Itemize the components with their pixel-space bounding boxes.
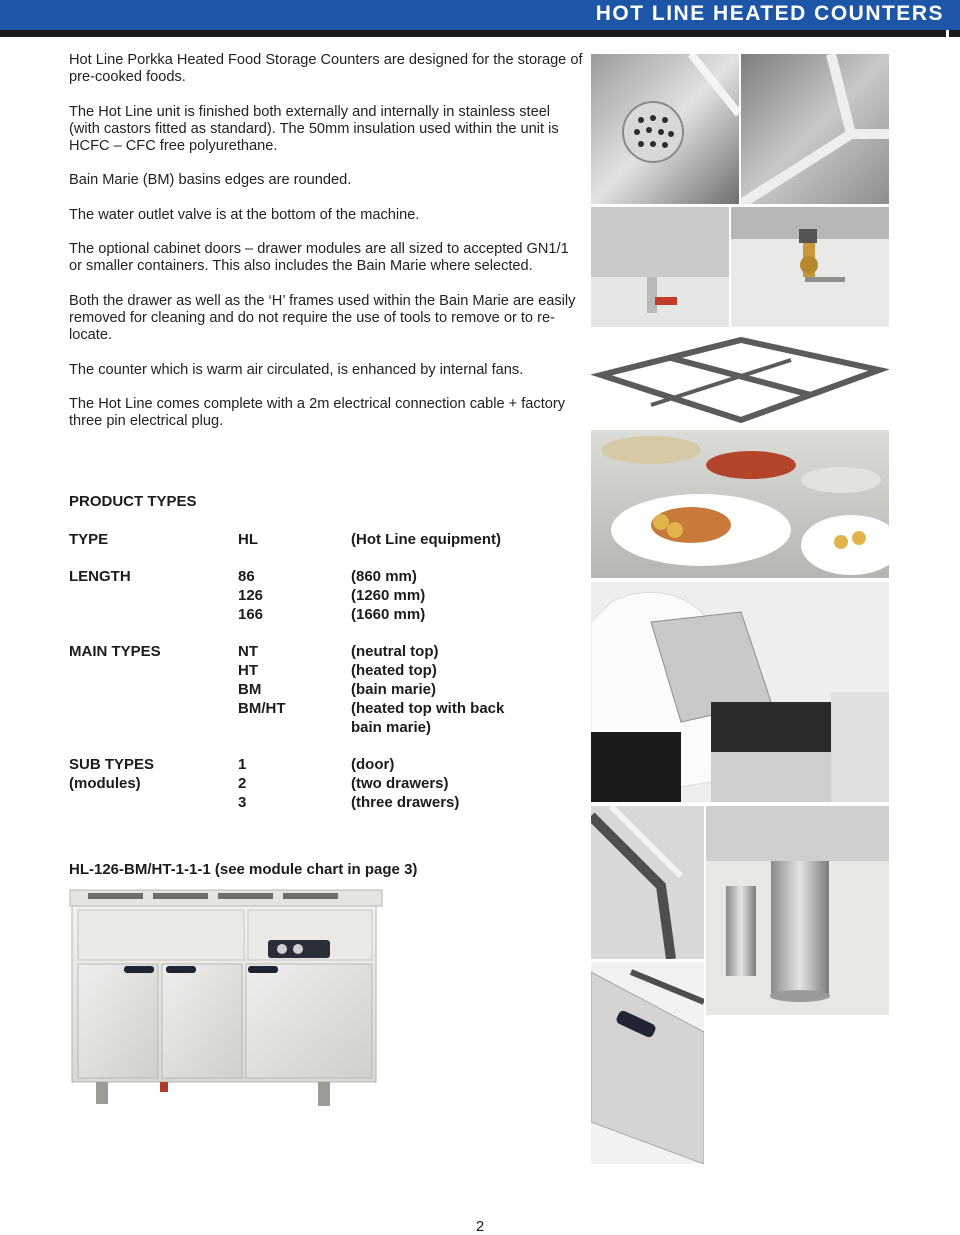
page-number: 2 (475, 1218, 485, 1235)
adjustable-foot-photo (706, 806, 889, 1015)
basin-corner-photo (741, 54, 889, 204)
intro-text (69, 52, 584, 447)
length-label: LENGTH (69, 568, 131, 585)
drawer-runner-photo (591, 806, 704, 959)
main-type-description: bain marie) (351, 719, 432, 736)
intro-paragraph: Both the drawer as well as the ‘H’ frames used within the Bain Marie are easily removed for cleaning and do not require the use of tools to remove or to re-locate. (69, 292, 576, 344)
sub-type-description: (three drawers) (351, 794, 460, 811)
main-type-description: (neutral top) (351, 643, 439, 660)
length-description: (1660 mm) (351, 606, 426, 623)
intro-paragraph: The optional cabinet doors – drawer modules are all sized to accepted GN1/1 or smaller containers. This also includes the Bain Marie where selected. (69, 241, 569, 275)
model-example-caption: HL-126-BM/HT-1-1-1 (see module chart in page 3) (69, 861, 418, 878)
main-type-description: (bain marie) (351, 681, 437, 698)
page-title: HOT LINE HEATED COUNTERS (595, 2, 944, 25)
sub-type-code: 2 (238, 775, 247, 792)
drawer-handle-photo (591, 962, 704, 1164)
type-description: (Hot Line equipment) (351, 531, 501, 548)
intro-paragraph: The counter which is warm air circulated, is enhanced by internal fans. (69, 361, 524, 378)
main-type-code: NT (238, 643, 258, 660)
chef-drawer-photo (591, 582, 889, 802)
header-divider (0, 30, 960, 37)
intro-paragraph: The water outlet valve is at the bottom of the machine. (69, 206, 420, 223)
cabinet-valve-photo (591, 207, 729, 327)
counter-product-image (68, 888, 386, 1110)
food-display-photo (591, 430, 889, 578)
water-outlet-valve-photo (731, 207, 889, 327)
sub-type-description: (door) (351, 756, 395, 773)
sub-type-description: (two drawers) (351, 775, 449, 792)
intro-paragraph: Hot Line Porkka Heated Food Storage Counters are designed for the storage of pre-cooked foods. (69, 52, 583, 86)
basin-drain-photo (591, 54, 739, 204)
type-code: HL (238, 531, 258, 548)
length-code: 126 (238, 587, 264, 604)
product-types-heading: PRODUCT TYPES (69, 493, 197, 510)
sub-type-code: 3 (238, 794, 247, 811)
length-code: 86 (238, 568, 255, 585)
sub-types-label: SUB TYPES (69, 756, 155, 773)
sub-type-code: 1 (238, 756, 247, 773)
main-type-code: BM/HT (238, 700, 286, 717)
sub-types-label-modules: (modules) (69, 775, 141, 792)
length-description: (1260 mm) (351, 587, 426, 604)
intro-paragraph: Bain Marie (BM) basins edges are rounded. (69, 172, 352, 189)
intro-paragraph: The Hot Line unit is finished both externally and internally in stainless steel (with castors fitted as standard). The 50mm insulation used within the unit is HCFC – CFC free polyurethane. (69, 103, 559, 155)
main-type-code: HT (238, 662, 258, 679)
header-divider-gap (946, 30, 949, 37)
h-frame-photo (591, 330, 889, 430)
type-label: TYPE (69, 531, 109, 548)
main-type-description: (heated top with back (351, 700, 505, 717)
main-type-description: (heated top) (351, 662, 437, 679)
intro-paragraph: The Hot Line comes complete with a 2m electrical connection cable + factory three pin electrical plug. (69, 395, 566, 430)
length-description: (860 mm) (351, 568, 417, 585)
main-types-label: MAIN TYPES (69, 643, 161, 660)
length-code: 166 (238, 606, 264, 623)
main-type-code: BM (238, 681, 262, 698)
